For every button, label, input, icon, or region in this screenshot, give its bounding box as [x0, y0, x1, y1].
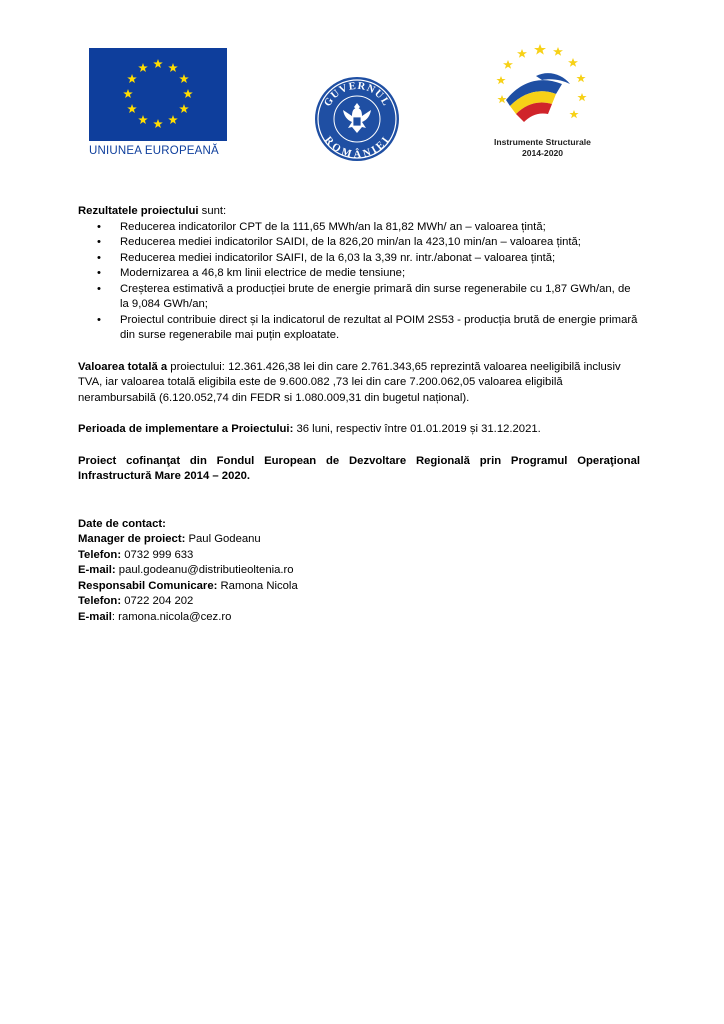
eu-star-icon	[153, 119, 163, 128]
contact-label: Manager de proiect:	[78, 533, 186, 545]
eu-star-icon	[127, 104, 137, 113]
seal-text-bottom: ROMÂNIEI	[322, 134, 393, 161]
eu-flag-icon	[89, 48, 227, 141]
contact-row	[78, 594, 640, 610]
results-heading-label: Rezultatele proiectului	[78, 205, 199, 217]
list-item: • Modernizarea a 46,8 km linii electrice de medie tensiune;	[78, 266, 640, 282]
list-item: • Reducerea mediei indicatorilor SAIDI, de la 826,20 min/an la 423,10 min/an – valoarea țintă;	[78, 235, 640, 251]
eu-star-icon	[183, 89, 193, 98]
implementation-period-label: Perioada de implementare a Proiectului:	[78, 423, 294, 435]
contact-row	[78, 610, 640, 626]
contact-label: Telefon:	[78, 595, 122, 607]
eu-star-icon	[179, 104, 189, 113]
eu-logo	[89, 48, 229, 157]
eu-star-icon	[179, 74, 189, 83]
logo-bar	[0, 40, 724, 170]
contact-value: 0732 999 633	[121, 548, 194, 561]
romanian-flag-swoosh-icon	[506, 73, 570, 122]
total-value-text: proiectului: 12.361.426,38 lei din care 2.761.343,65 reprezintă valoarea neeligibilă inclusiv TVA, iar valoarea totală eligibila este de 9.600.082 ,73 lei din care 7.200.062,05 valoarea eligibilă nerambursabilă (6.120.052,74 din FEDR si 1.080.009,31 din bugetul național).	[78, 360, 621, 404]
cofinance-statement: Proiect cofinanţat din Fondul European de Dezvoltare Regională prin Programul Operaţional Infrastructură Mare 2014 – 2020.	[78, 454, 640, 482]
results-heading-suffix: sunt:	[198, 205, 227, 217]
eu-star-icon	[138, 63, 148, 72]
contact-heading: Date de contact:	[78, 517, 166, 530]
contact-value: Paul Godeanu	[185, 533, 261, 545]
contact-value: paul.godeanu@distributieoltenia.ro	[115, 564, 294, 576]
eu-star-icon	[123, 89, 133, 98]
list-item: • Creșterea estimativă a producției brute de energie primară din surse regenerabile cu 1,87 GWh/an, de la 9,084 GWh/an;	[78, 282, 640, 313]
contact-value: Ramona Nicola	[217, 579, 298, 592]
document-body	[78, 204, 640, 625]
eu-caption: UNIUNEA EUROPEANĂ	[89, 145, 219, 157]
caption-line-2: 2014-2020	[521, 148, 564, 158]
contact-row	[78, 532, 640, 548]
contact-row	[78, 548, 640, 564]
structural-instruments-caption	[480, 137, 605, 159]
list-item: • Reducerea indicatorilor CPT de la 111,65 MWh/an la 81,82 MWh/ an – valoarea țintă;	[78, 220, 640, 236]
contact-row	[78, 579, 640, 595]
contact-value: : ramona.nicola@cez.ro	[111, 610, 232, 623]
contact-label: E-mail:	[78, 564, 116, 576]
results-list	[78, 220, 640, 344]
eu-star-icon	[168, 115, 178, 124]
contact-value: 0722 204 202	[121, 595, 194, 607]
eu-star-icon	[127, 74, 137, 83]
contact-label: Telefon:	[78, 548, 122, 561]
romanian-government-seal	[313, 75, 401, 163]
contact-label: E-mail	[78, 610, 112, 623]
total-value-paragraph	[78, 360, 640, 407]
eu-star-icon	[153, 59, 163, 68]
contact-label: Responsabil Comunicare:	[78, 579, 218, 592]
list-item: • Proiectul contribuie direct și la indicatorul de rezultat al POIM 2S53 - producția brută de energie primară din surse regenerabile mai puțin exploatate.	[78, 313, 640, 344]
list-item: • Reducerea mediei indicatorilor SAIFI, de la 6,03 la 3,39 nr. intr./abonat – valoarea țintă;	[78, 251, 640, 267]
total-value-label: Valoarea totală a	[78, 360, 168, 373]
contact-row	[78, 563, 640, 579]
structural-instruments-logo	[482, 40, 602, 165]
eu-star-icon	[138, 115, 148, 124]
implementation-period-text: 36 luni, respectiv între 01.01.2019 și 31.12.2021.	[293, 423, 541, 435]
results-heading	[78, 204, 640, 220]
eu-star-icon	[168, 63, 178, 72]
caption-line-1: Instrumente Structurale	[494, 137, 591, 147]
seal-text-top: GUVERNUL	[322, 80, 392, 109]
implementation-period-paragraph	[78, 422, 640, 438]
